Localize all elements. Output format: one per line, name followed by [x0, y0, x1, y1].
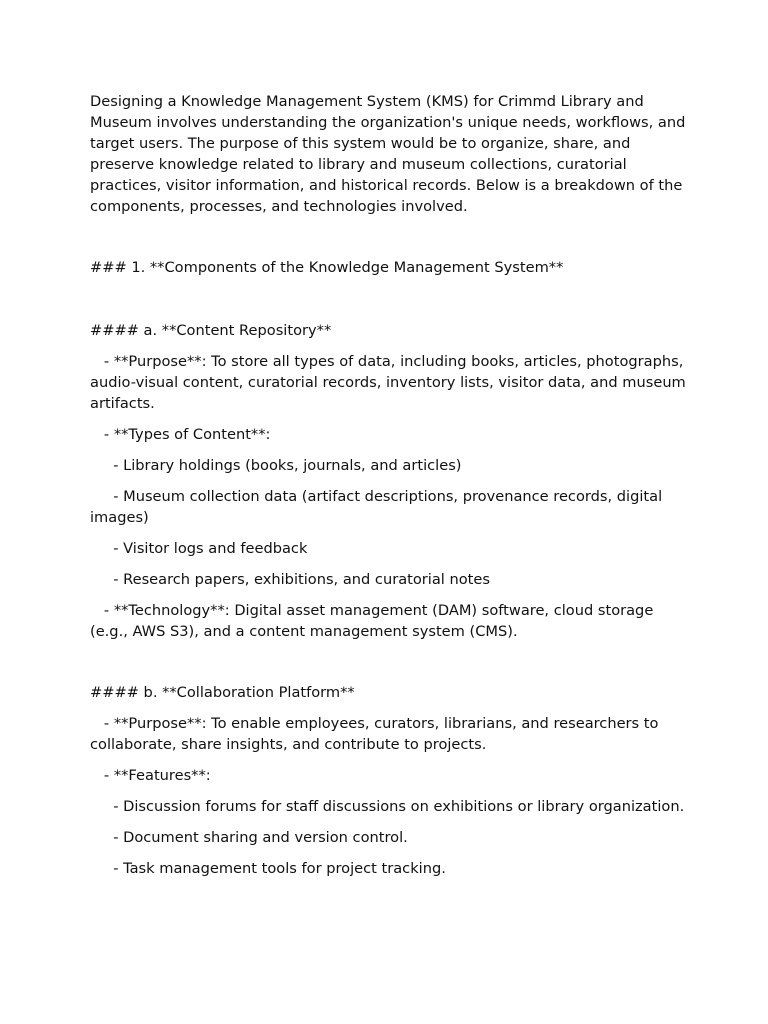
subsection-heading-collaboration-platform: #### b. **Collaboration Platform** [90, 684, 355, 701]
content-types-label: - **Types of Content**: [90, 426, 271, 443]
intro-paragraph: Designing a Knowledge Management System (KMS) for Crimmd Library and Museum involves understanding the organization's unique needs, workflows, and target users. The purpose of this system would be to organize, share, and preserve knowledge related to library and museum collections, curatorial practices, visitor information, and historical records. Below is a breakdown of the components, processes, and technologies involved. [90, 93, 691, 215]
section-heading-components: ### 1. **Components of the Knowledge Management System** [90, 259, 564, 276]
list-item: - Museum collection data (artifact descriptions, provenance records, digital images) [90, 488, 667, 526]
list-item: - Visitor logs and feedback [90, 540, 308, 557]
list-item: - Task management tools for project tracking. [90, 860, 446, 877]
list-item: - Research papers, exhibitions, and curatorial notes [90, 571, 490, 588]
collaboration-purpose: - **Purpose**: To enable employees, curators, librarians, and researchers to collaborate, share insights, and contribute to projects. [90, 715, 664, 753]
document-page [90, 91, 690, 889]
content-repository-technology: - **Technology**: Digital asset management (DAM) software, cloud storage (e.g., AWS S3), and a content management system (CMS). [90, 602, 658, 640]
list-item: - Discussion forums for staff discussions on exhibitions or library organization. [90, 798, 685, 815]
content-repository-purpose: - **Purpose**: To store all types of data, including books, articles, photographs, audio-visual content, curatorial records, inventory lists, visitor data, and museum artifacts. [90, 353, 691, 412]
features-label: - **Features**: [90, 767, 211, 784]
subsection-heading-content-repository: #### a. **Content Repository** [90, 322, 332, 339]
list-item: - Library holdings (books, journals, and articles) [90, 457, 462, 474]
list-item: - Document sharing and version control. [90, 829, 408, 846]
